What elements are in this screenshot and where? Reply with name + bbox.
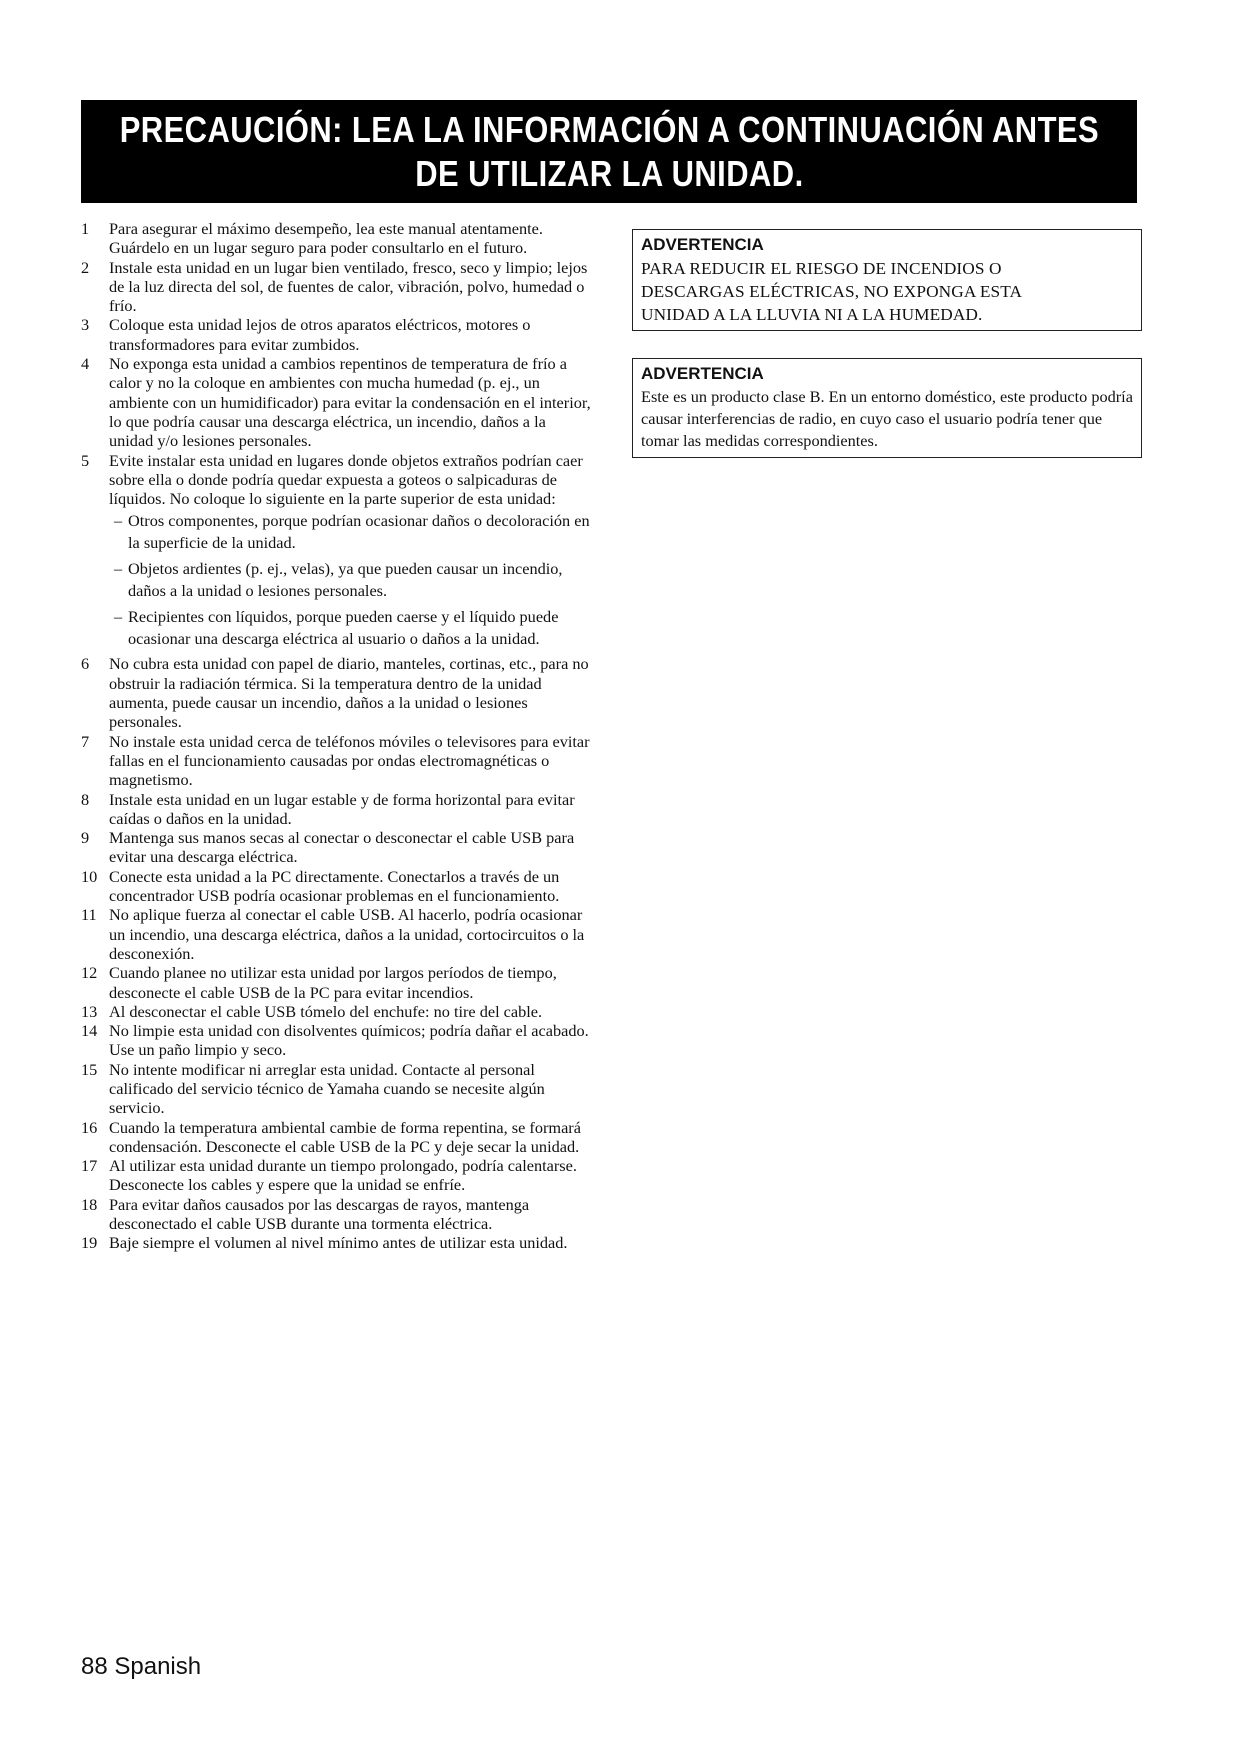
precaution-item-14 — [81, 1021, 591, 1060]
warning-body — [641, 257, 1133, 326]
item-text: No limpie esta unidad con disolventes químicos; podría dañar el acabado. Use un paño limpio y seco. — [109, 1021, 589, 1060]
item-number: 16 — [81, 1117, 98, 1137]
page-number-footer: 88 Spanish — [81, 1653, 202, 1680]
item-text: No aplique fuerza al conectar el cable USB. Al hacerlo, podría ocasionar un incendio, una descarga eléctrica, daños a la unidad, cortocircuitos o la desconexión. — [109, 905, 585, 963]
item-text: No cubra esta unidad con papel de diario, manteles, cortinas, etc., para no obstruir la radiación térmica. Si la temperatura dentro de la unidad aumenta, puede causar un incendio, daños a la unidad o lesiones personales. — [109, 654, 589, 732]
item-number: 4 — [81, 354, 90, 374]
page-title — [119, 108, 1098, 196]
dash-marker: – — [114, 511, 123, 531]
item-number: 5 — [81, 450, 90, 470]
item-text: Evite instalar esta unidad en lugares donde objetos extraños podrían caer sobre ella o donde podría quedar expuesta a goteos o salpicaduras de líquidos. No coloque lo siguiente en la parte superior de esta unidad: — [109, 450, 583, 509]
precaution-item-18 — [81, 1195, 591, 1234]
item-number: 9 — [81, 828, 90, 848]
item-number: 7 — [81, 731, 90, 751]
item-text: No exponga esta unidad a cambios repentinos de temperatura de frío a calor y no la coloque en ambientes con mucha humedad (p. ej., un ambiente con un humidificador) para evitar la condensación en el interior, lo que podría causar una descarga eléctrica, un incendio, daños a la unidad y/o lesiones personales. — [109, 354, 591, 451]
item-text: No intente modificar ni arreglar esta unidad. Contacte al personal calificado del servicio técnico de Yamaha cuando se necesite algún servicio. — [109, 1059, 545, 1118]
dash-marker: – — [114, 607, 123, 627]
precaution-item-1 — [81, 219, 591, 258]
warning-line: DESCARGAS ELÉCTRICAS, NO EXPONGA ESTA — [641, 282, 1023, 301]
item-text: Conecte esta unidad a la PC directamente. Conectarlos a través de un concentrador USB podría ocasionar problemas en el funcionamiento. — [109, 866, 560, 906]
dash-marker: – — [114, 559, 123, 579]
item-number: 18 — [81, 1194, 98, 1214]
item-text: Mantenga sus manos secas al conectar o desconectar el cable USB para evitar una descarga eléctrica. — [109, 828, 575, 867]
page-title-banner — [81, 100, 1137, 203]
precaution-item-9 — [81, 828, 591, 867]
item-number: 6 — [81, 654, 90, 674]
warning-body: Este es un producto clase B. En un entorno doméstico, este producto podría causar interferencias de radio, en cuyo caso el usuario podría tener que tomar las medidas correspondientes. — [641, 387, 1133, 450]
item-number: 12 — [81, 963, 98, 983]
precaution-item-5-sublist — [81, 510, 591, 650]
precaution-item-2 — [81, 258, 591, 316]
item-number: 3 — [81, 315, 90, 335]
precaution-item-11 — [81, 905, 591, 963]
precaution-item-10 — [81, 867, 591, 906]
item-text: Cuando planee no utilizar esta unidad por largos períodos de tiempo, desconecte el cable USB de la PC para evitar incendios. — [109, 963, 557, 1002]
item-number: 17 — [81, 1156, 98, 1176]
item-text: Instale esta unidad en un lugar estable y de forma horizontal para evitar caídas o daños en la unidad. — [109, 789, 575, 828]
precaution-item-15 — [81, 1060, 591, 1118]
sub-item — [81, 558, 591, 602]
precaution-item-8 — [81, 790, 591, 829]
item-number: 13 — [81, 1001, 98, 1021]
warning-box-fire-shock — [632, 229, 1142, 331]
item-number: 10 — [81, 866, 98, 886]
item-text: Para evitar daños causados por las descargas de rayos, mantenga desconectado el cable USB durante una tormenta eléctrica. — [109, 1194, 530, 1234]
warning-line: PARA REDUCIR EL RIESGO DE INCENDIOS O — [641, 259, 1002, 278]
item-text: No instale esta unidad cerca de teléfonos móviles o televisores para evitar fallas en el funcionamiento causadas por ondas electromagnéticas o magnetismo. — [109, 731, 590, 790]
precaution-item-12 — [81, 963, 591, 1002]
item-number: 8 — [81, 789, 90, 809]
page-title-line-2: DE UTILIZAR LA UNIDAD. — [414, 152, 804, 194]
precaution-item-5 — [81, 451, 591, 509]
item-text: Al desconectar el cable USB tómelo del enchufe: no tire del cable. — [109, 1001, 543, 1021]
item-text: Coloque esta unidad lejos de otros aparatos eléctricos, motores o transformadores para evitar zumbidos. — [109, 315, 531, 354]
precaution-item-4 — [81, 354, 591, 450]
warning-heading: ADVERTENCIA — [641, 364, 764, 383]
item-text: Al utilizar esta unidad durante un tiempo prolongado, podría calentarse. Desconecte los cables y espere que la unidad se enfríe. — [109, 1156, 577, 1195]
item-number: 14 — [81, 1021, 98, 1041]
warning-box-class-b — [632, 358, 1142, 458]
precaution-item-19 — [81, 1233, 591, 1252]
precaution-item-6 — [81, 654, 591, 731]
sub-item — [81, 606, 591, 650]
sub-item — [81, 510, 591, 554]
item-number: 11 — [81, 905, 97, 925]
precautions-list — [81, 219, 591, 1253]
warning-line: UNIDAD A LA LLUVIA NI A LA HUMEDAD. — [641, 305, 983, 324]
sub-item-text: Objetos ardientes (p. ej., velas), ya que pueden causar un incendio, daños a la unidad o lesiones personales. — [128, 559, 563, 601]
precaution-item-16 — [81, 1118, 591, 1157]
item-text: Instale esta unidad en un lugar bien ventilado, fresco, seco y limpio; lejos de la luz directa del sol, de fuentes de calor, vibración, polvo, humedad o frío. — [109, 257, 588, 316]
sub-item-text: Otros componentes, porque podrían ocasionar daños o decoloración en la superficie de la unidad. — [128, 511, 590, 553]
sub-item-text: Recipientes con líquidos, porque pueden caerse y el líquido puede ocasionar una descarga eléctrica al usuario o daños a la unidad. — [128, 607, 559, 649]
page-title-line-1: PRECAUCIÓN: LEA LA INFORMACIÓN A CONTINUACIÓN ANTES — [119, 108, 1099, 150]
item-number: 1 — [81, 219, 90, 238]
item-number: 15 — [81, 1059, 98, 1079]
precaution-item-7 — [81, 732, 591, 790]
item-number: 2 — [81, 257, 90, 277]
precaution-item-17 — [81, 1156, 591, 1195]
item-text: Baje siempre el volumen al nivel mínimo antes de utilizar esta unidad. — [109, 1233, 568, 1253]
precaution-item-13 — [81, 1002, 591, 1021]
item-number: 19 — [81, 1233, 98, 1253]
item-text: Para asegurar el máximo desempeño, lea este manual atentamente. Guárdelo en un lugar seguro para poder consultarlo en el futuro. — [109, 219, 543, 258]
precaution-item-3 — [81, 315, 591, 354]
warning-heading: ADVERTENCIA — [641, 235, 764, 254]
item-text: Cuando la temperatura ambiental cambie de forma repentina, se formará condensación. Desconecte el cable USB de la PC y deje secar la unidad. — [109, 1117, 581, 1156]
